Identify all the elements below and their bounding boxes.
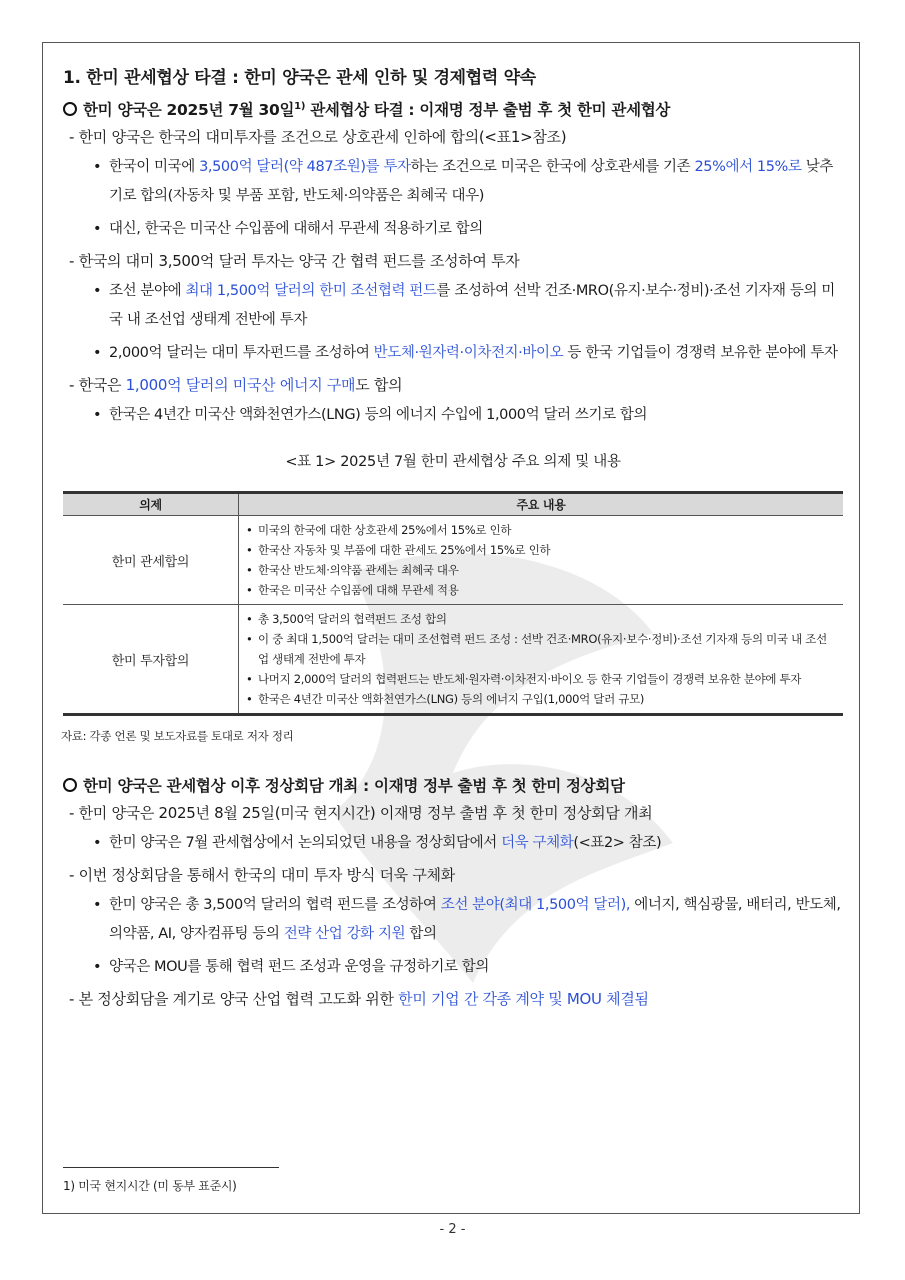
footnote-divider <box>63 1167 279 1168</box>
table-row <box>63 516 843 605</box>
footnote: 1) 미국 현지시간 (미 동부 표준시) <box>63 1179 237 1193</box>
part1-dash-3: - 한국은 1,000억 달러의 미국산 에너지 구매도 합의 <box>69 373 843 397</box>
part1-bullet-4: • 2,000억 달러는 대미 투자펀드를 조성하여 반도체·원자력·이차전지·바이오 등 한국 기업들이 경쟁력 보유한 분야에 투자 <box>93 339 843 368</box>
part2-bullet-3: • 양국은 MOU를 통해 협력 펀드 조성과 운영을 규정하기로 합의 <box>93 953 843 982</box>
page-content <box>63 59 843 1011</box>
part1-dash-1: - 한미 양국은 한국의 대미투자를 조건으로 상호관세 인하에 합의(<표1>참조) <box>69 125 843 149</box>
page-frame <box>42 42 860 1214</box>
content-cell <box>239 516 844 605</box>
col-header-agenda: 의제 <box>63 493 239 516</box>
part2-bullet-1: • 한미 양국은 7월 관세협상에서 논의되었던 내용을 정상회담에서 더욱 구체화(<표2> 참조) <box>93 829 843 858</box>
part1-heading: 한미 양국은 2025년 7월 30일$^{1)}$ 관세협상 타결 : 이재명 정부 출범 후 첫 한미 관세협상 <box>63 98 843 120</box>
list-item: • 한국산 반도체·의약품 관세는 최혜국 대우 <box>246 560 836 580</box>
table-caption: <표 1> 2025년 7월 한미 관세협상 주요 의제 및 내용 <box>285 454 621 470</box>
part1-dash-2: - 한국의 대미 3,500억 달러 투자는 양국 간 협력 펀드를 조성하여 투자 <box>69 249 843 273</box>
part2-heading: 한미 양국은 관세협상 이후 정상회담 개최 : 이재명 정부 출범 후 첫 한미 정상회담 <box>63 774 843 796</box>
hollow-circle-icon <box>63 102 77 116</box>
hollow-circle-icon <box>63 778 77 792</box>
footnote-marker[interactable]: 1) <box>294 100 306 112</box>
agenda-cell: 한미 투자합의 <box>63 605 239 715</box>
agenda-table <box>63 491 843 716</box>
list-item: • 이 중 최대 1,500억 달러는 대미 조선협력 펀드 조성 : 선박 건조·MRO(유지·보수·정비)·조선 기자재 등의 미국 내 조선업 생태계 전반에 투자 <box>246 629 836 669</box>
content-cell <box>239 605 844 715</box>
col-header-content: 주요 내용 <box>239 493 844 516</box>
part1-bullet-1: • 한국이 미국에 3,500억 달러(약 487조원)를 투자하는 조건으로 미국은 한국에 상호관세를 기존 25%에서 15%로 낮추기로 합의(자동차 및 부품 포함, 반도체·의약품은 최혜국 대우) <box>93 153 843 211</box>
list-item: • 미국의 한국에 대한 상호관세 25%에서 15%로 인하 <box>246 520 836 540</box>
part2-bullet-2: • 한미 양국은 총 3,500억 달러의 협력 펀드를 조성하여 조선 분야(최대 1,500억 달러), 에너지, 핵심광물, 배터리, 반도체, 의약품, AI, 양자컴퓨팅 등의 전략 산업 강화 지원 합의 <box>93 891 843 949</box>
list-item: • 한국은 미국산 수입품에 대해 무관세 적용 <box>246 580 836 600</box>
part1-bullet-5: • 한국은 4년간 미국산 액화천연가스(LNG) 등의 에너지 수입에 1,000억 달러 쓰기로 합의 <box>93 401 843 430</box>
page-number: - 2 - <box>439 1222 466 1237</box>
part2-dash-3: - 본 정상회담을 계기로 양국 산업 협력 고도화 위한 한미 기업 간 각종 계약 및 MOU 체결됨 <box>69 987 843 1011</box>
table-row <box>63 605 843 715</box>
table-source: 자료: 각종 언론 및 보도자료를 토대로 저자 정리 <box>61 729 294 743</box>
part2-dash-1: - 한미 양국은 2025년 8월 25일(미국 현지시간) 이재명 정부 출범 후 첫 한미 정상회담 개최 <box>69 801 843 825</box>
part1-bullet-3: • 조선 분야에 최대 1,500억 달러의 한미 조선협력 펀드를 조성하여 선박 건조·MRO(유지·보수·정비)·조선 기자재 등의 미국 내 조선업 생태계 전반에 투자 <box>93 277 843 335</box>
list-item: • 한국은 4년간 미국산 액화천연가스(LNG) 등의 에너지 구입(1,000억 달러 규모) <box>246 689 836 709</box>
section-title: 1. 한미 관세협상 타결 : 한미 양국은 관세 인하 및 경제협력 약속 <box>63 68 536 88</box>
agenda-cell: 한미 관세합의 <box>63 516 239 605</box>
list-item: • 총 3,500억 달러의 협력펀드 조성 합의 <box>246 609 836 629</box>
part1-bullet-2: • 대신, 한국은 미국산 수입품에 대해서 무관세 적용하기로 합의 <box>93 215 843 244</box>
list-item: • 나머지 2,000억 달러의 협력펀드는 반도체·원자력·이차전지·바이오 등 한국 기업들이 경쟁력 보유한 분야에 투자 <box>246 669 836 689</box>
list-item: • 한국산 자동차 및 부품에 대한 관세도 25%에서 15%로 인하 <box>246 540 836 560</box>
part2-dash-2: - 이번 정상회담을 통해서 한국의 대미 투자 방식 더욱 구체화 <box>69 863 843 887</box>
